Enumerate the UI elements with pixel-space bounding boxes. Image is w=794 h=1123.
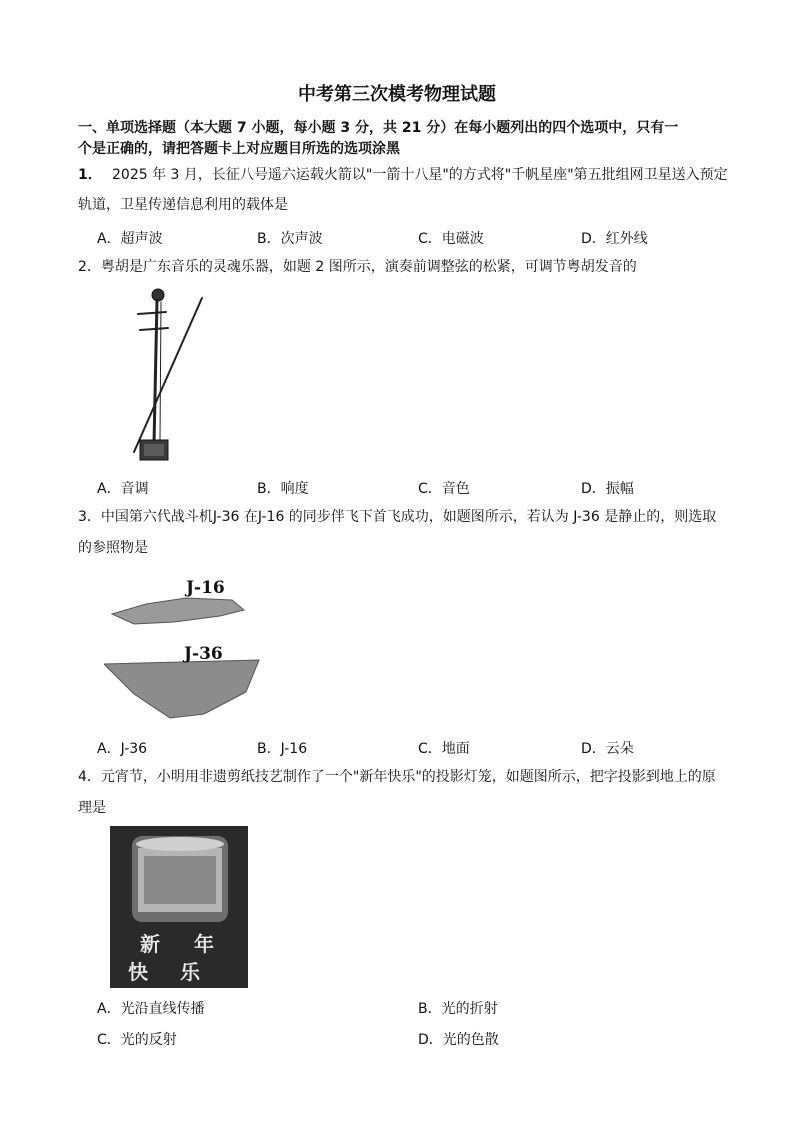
q2-option-d: D．振幅 (581, 481, 634, 497)
j16-label: J-16 (186, 578, 225, 598)
q4-option-b: B．光的折射 (418, 1001, 498, 1017)
q4-text-line1: 4．元宵节，小明用非遗剪纸技艺制作了一个"新年快乐"的投影灯笼，如题图所示，把字投影到地上的原 (78, 769, 716, 785)
q1-number: 1． (78, 167, 102, 183)
lantern-char-3: 快 (128, 960, 148, 984)
lantern-photo (110, 826, 248, 988)
q1-option-d: D．红外线 (581, 231, 648, 247)
q2-option-b: B．响度 (257, 481, 309, 497)
q3-text-line1: 3．中国第六代战斗机J-36 在J-16 的同步伴飞下首飞成功，如题图所示，若认为 J-36 是静止的，则选取 (78, 509, 717, 525)
q1-option-a: A．超声波 (97, 231, 163, 247)
erhu-figure (118, 284, 218, 466)
section-instruction-line2: 个是正确的，请把答题卡上对应题目所选的选项涂黑 (78, 141, 400, 157)
lantern-char-4: 乐 (180, 960, 200, 984)
q3-text-line2: 的参照物是 (78, 540, 148, 556)
lantern-char-1: 新 (140, 932, 160, 956)
q3-option-a: A．J-36 (97, 741, 148, 757)
q4-text-line2: 理是 (78, 800, 106, 816)
q2-option-a: A．音调 (97, 481, 149, 497)
q3-option-b: B．J-16 (257, 741, 308, 757)
j36-label: J-36 (184, 644, 223, 664)
q4-option-d: D．光的色散 (418, 1032, 499, 1048)
section-instruction-line1: 一、单项选择题（本大题 7 小题，每小题 3 分，共 21 分）在每小题列出的四个选项中，只有一 (78, 120, 679, 136)
page-title: 中考第三次模考物理试题 (298, 84, 496, 105)
q4-option-c: C．光的反射 (97, 1032, 177, 1048)
q1-option-b: B．次声波 (257, 231, 323, 247)
q2-text-line1: 2．粤胡是广东音乐的灵魂乐器，如题 2 图所示，演奏前调整弦的松紧，可调节粤胡发音的 (78, 259, 637, 275)
q3-option-c: C．地面 (418, 741, 470, 757)
q1-text-line2: 轨道，卫星传递信息利用的载体是 (78, 197, 288, 213)
q4-option-a: A．光沿直线传播 (97, 1001, 205, 1017)
lantern-char-2: 年 (194, 932, 214, 956)
q3-option-d: D．云朵 (581, 741, 634, 757)
q2-option-c: C．音色 (418, 481, 470, 497)
fighter-jets-figure (104, 576, 274, 726)
q1-text-line1: 2025 年 3 月，长征八号遥六运载火箭以"一箭十八星"的方式将"千帆星座"第五批组网卫星送入预定 (112, 167, 728, 183)
q1-option-c: C．电磁波 (418, 231, 484, 247)
